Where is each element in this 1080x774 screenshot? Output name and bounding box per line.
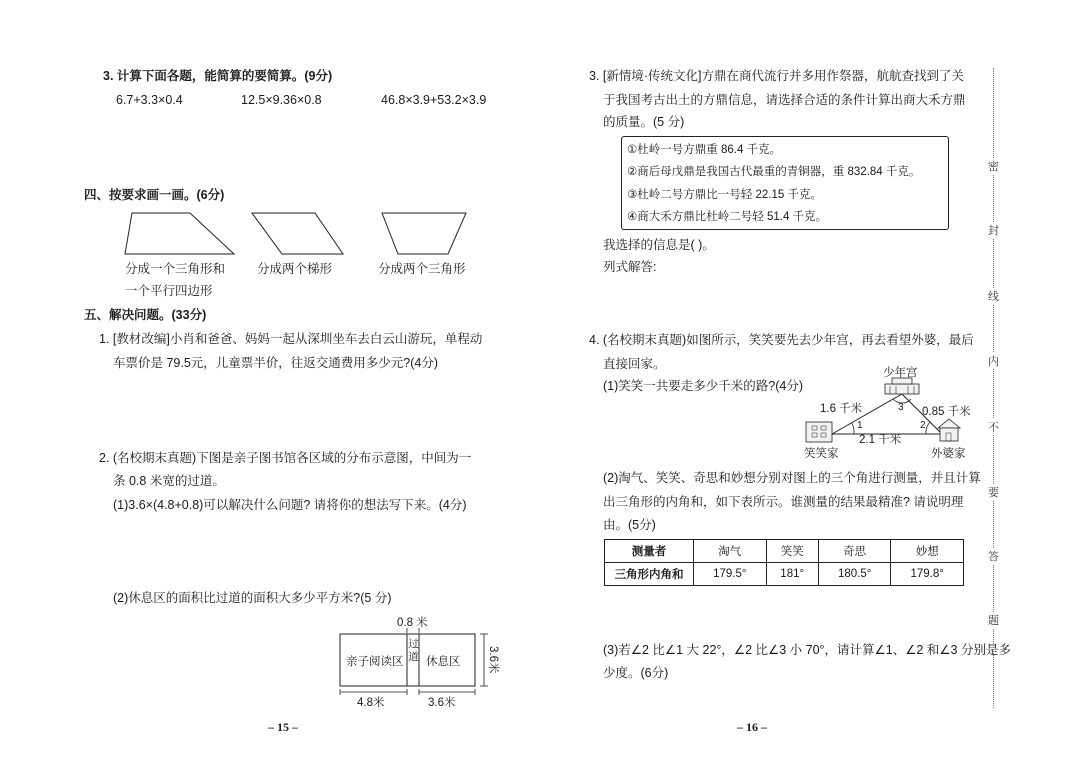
table-header-row [605, 540, 964, 563]
bottom-dim-right: 3.6米 [428, 697, 456, 709]
problem1-line1: 1. [教材改编]小肖和爸爸、妈妈一起从深圳坐车去白云山游玩，单程动 [99, 332, 483, 346]
binding-char: 题 [988, 612, 999, 628]
info-item-2: ②商后母戊鼎是我国古代最重的青铜器，重 832.84 千克。 [627, 166, 921, 178]
measurement-table [604, 539, 964, 586]
table-header-cell: 笑笑 [766, 540, 818, 563]
problem2-sub1: (1)3.6×(4.8+0.8)可以解决什么问题? 请将你的想法写下来。(4分) [113, 498, 467, 512]
binding-char: 线 [988, 288, 999, 304]
binding-char: 不 [988, 419, 999, 435]
r-q4-sub2-line2: 出三角形的内角和，如下表所示。谁测量的结果最精准? 请说明理 [603, 495, 964, 509]
table-header-cell: 测量者 [605, 540, 694, 563]
section4-title: 四、按要求画一画。(6分) [84, 188, 225, 202]
table-header-cell: 淘气 [694, 540, 767, 563]
choice-line: 我选择的信息是( )。 [603, 238, 715, 252]
home-building-icon [806, 422, 832, 442]
q3-expr-2: 12.5×9.36×0.8 [241, 93, 322, 107]
r-q3-line1: 3. [新情境·传统文化]方鼎在商代流行并多用作祭器，航航查找到了关 [589, 69, 965, 83]
draw-caption-2: 分成两个梯形 [257, 262, 333, 276]
youth-palace-label: 少年宫 [883, 367, 918, 379]
table-cell: 180.5° [818, 563, 891, 586]
draw-caption-1a: 分成一个三角形和 [125, 262, 226, 276]
r-q4-sub2-line3: 由。(5分) [603, 518, 656, 532]
problem2-line2: 条 0.8 米宽的过道。 [113, 474, 225, 488]
info-item-1: ①杜岭一号方鼎重 86.4 千克。 [627, 144, 782, 156]
bottom-edge-label: 2.1 千米 [859, 434, 902, 446]
page-number-left: – 15 – [268, 720, 298, 734]
bottom-dim-left: 4.8米 [357, 697, 385, 709]
info-item-3: ③杜岭二号方鼎比一号轻 22.15 千克。 [627, 189, 822, 201]
r-q4-sub1: (1)笑笑一共要走多少千米的路?(4分) [603, 379, 804, 393]
rest-area-label: 休息区 [426, 656, 461, 668]
youth-palace-icon [885, 378, 919, 394]
r-q3-line3: 的质量。(5 分) [603, 115, 685, 129]
draw-caption-3: 分成两个三角形 [378, 262, 466, 276]
formula-line: 列式解答: [603, 260, 657, 274]
table-header-cell: 妙想 [891, 540, 964, 563]
aisle-label: 过道 [408, 638, 419, 663]
binding-char: 要 [988, 484, 999, 500]
table-row [605, 563, 964, 586]
q3-expr-3: 46.8×3.9+53.2×3.9 [381, 93, 487, 107]
home-label: 笑笑家 [804, 448, 839, 460]
binding-char: 封 [988, 222, 999, 238]
page-number-right: – 16 – [737, 720, 767, 734]
r-q4-line1: 4. (名校期末真题)如图所示，笑笑要先去少年宫，再去看望外婆，最后 [589, 333, 974, 347]
angle1-label: 1 [857, 420, 863, 431]
problem2-line1: 2. (名校期末真题)下图是亲子图书馆各区域的分布示意图，中间为一 [99, 451, 472, 465]
r-q4-sub2-line1: (2)淘气、笑笑、奇思和妙想分别对图上的三个角进行测量，并且计算 [603, 471, 981, 485]
angle3-label: 3 [898, 402, 904, 413]
problem1-line2: 车票价是 79.5元，儿童票半价，往返交通费用多少元?(4分) [113, 356, 439, 370]
q3-expr-1: 6.7+3.3×0.4 [116, 93, 183, 107]
section5-title: 五、解决问题。(33分) [84, 308, 207, 322]
binding-char: 答 [988, 548, 999, 564]
grandma-label: 外婆家 [931, 448, 966, 460]
r-q3-line2: 于我国考古出土的方鼎信息，请选择合适的条件计算出商大禾方鼎 [603, 93, 966, 107]
grandma-house-icon [938, 419, 960, 441]
draw-caption-1b: 一个平行四边形 [125, 284, 213, 298]
table-cell: 179.5° [694, 563, 767, 586]
table-header-cell: 奇思 [818, 540, 891, 563]
side-dim-label: 3.6米 [487, 646, 499, 674]
r-q4-sub3-line1: (3)若∠2 比∠1 大 22°，∠2 比∠3 小 70°，请计算∠1、∠2 和∠3 分别是多 [603, 643, 1011, 657]
aisle-width-label: 0.8 米 [397, 617, 428, 629]
left-edge-label: 1.6 千米 [820, 403, 863, 415]
right-edge-label: 0.85 千米 [922, 406, 971, 418]
angle2-label: 2 [920, 420, 926, 431]
reading-area-label: 亲子阅读区 [346, 656, 404, 668]
info-item-4: ④商大禾方鼎比杜岭二号轻 51.4 千克。 [627, 211, 828, 223]
problem2-sub2: (2)休息区的面积比过道的面积大多少平方米?(5 分) [113, 591, 392, 605]
table-cell: 三角形内角和 [605, 563, 694, 586]
table-cell: 181° [766, 563, 818, 586]
r-q4-line2: 直接回家。 [603, 357, 666, 371]
binding-char: 内 [988, 353, 999, 369]
r-q4-sub3-line2: 少度。(6分) [603, 666, 669, 680]
binding-char: 密 [988, 158, 999, 174]
q3-title: 3. 计算下面各题，能简算的要简算。(9分) [103, 69, 333, 83]
table-cell: 179.8° [891, 563, 964, 586]
